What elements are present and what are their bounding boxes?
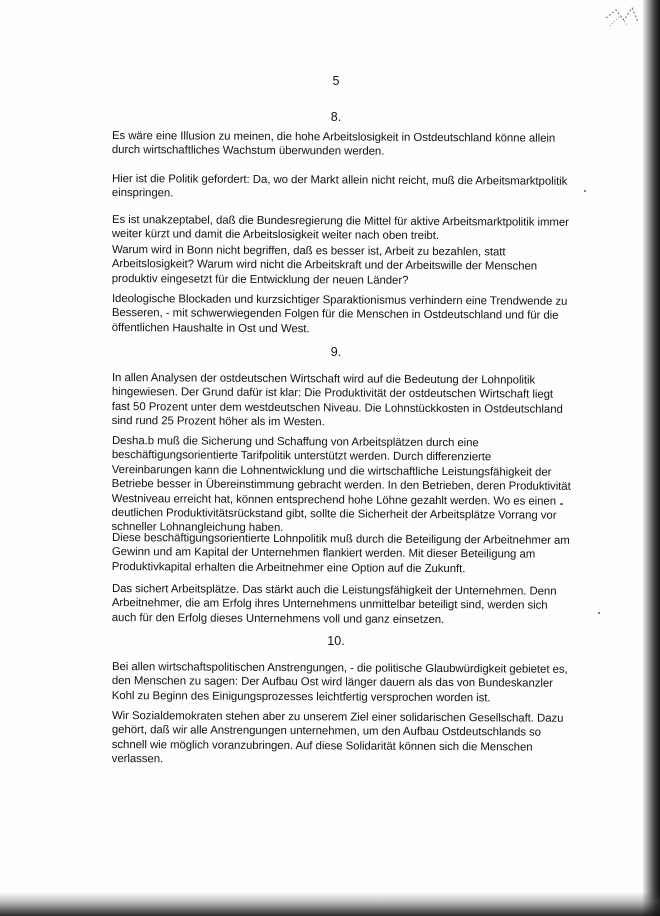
paragraph: Es ist unakzeptabel, daß die Bundesregierung die Mittel für aktive Arbeitsmarktpolitik immer weiter kürzt und damit die Arbeitslosigkeit weiter nach oben treibt. bbox=[111, 213, 569, 243]
paragraph: Hier ist die Politik gefordert: Da, wo der Markt allein nicht reicht, muß die Arbeitsmarktpolitik einspringen. bbox=[111, 172, 568, 200]
paragraph: Wir Sozialdemokraten stehen aber zu unserem Ziel einer solidarischen Gesellschaft. Dazu gehört, daß wir alle Anstrengungen unternehmen, um den Aufbau Ostdeutschlands so schnell wie möglich voranzubringen. Auf diese Solidarität können sich die Menschen verlassen. bbox=[111, 710, 564, 766]
page-number: 5 bbox=[332, 74, 340, 88]
scan-edge-shadow-right bbox=[642, 0, 660, 916]
scan-corner-mark bbox=[602, 4, 642, 30]
paragraph: Das sichert Arbeitsplätze. Das stärkt auch die Leistungsfähigkeit der Unternehmen. Denn Arbeitnehmer, die am Erfolg ihres Unternehmens unmittelbar beteiligt sind, werden sich auch für den Erfolg dieses Unternehmens voll und ganz einsetzen. bbox=[111, 583, 557, 626]
paragraph: Ideologische Blockaden und kurzsichtiger Sparaktionismus verhindern eine Trendwende zu Besseren, - mit schwerwiegenden Folgen für die Menschen in Ostdeutschland und für die öffentlichen Haushalte in Ost und West. bbox=[111, 292, 568, 336]
scan-speck bbox=[584, 190, 586, 192]
section-number-8: 8. bbox=[330, 110, 342, 124]
section-number-10: 10. bbox=[327, 634, 345, 648]
scan-speck bbox=[560, 503, 563, 505]
scan-speck bbox=[598, 612, 600, 614]
paragraph: In allen Analysen der ostdeutschen Wirtschaft wird auf die Bedeutung der Lohnpolitik hingewiesen. Der Grund dafür ist klar: Die Produktivität der ostdeutschen Wirtschaft liegt fast 50 Prozent unter dem westdeutschen Niveau. Die Lohnstückkosten in Ostdeutschland sind rund 25 Prozent höher als im Westen. bbox=[111, 371, 563, 429]
scan-edge-shadow-bottom bbox=[0, 892, 660, 916]
paragraph: Desha.b muß die Sicherung und Schaffung von Arbeitsplätzen durch eine beschäftigungsorientierte Tarifpolitik unterstützt werden. Durch differenzierte Vereinbarungen kann die Lohnentwicklung und die wirtschaftliche Leistungsfähigkeit der Betriebe besser in Übereinstimmung gebracht werden. In den Betrieben, deren Produktivität Westniveau erreicht hat, können entsprechend hohe Löhne gezahlt werden. Wo es einen deutlichen Produktivitätsrückstand gibt, sollte die Sicherheit der Arbeitsplätze Vorrang vor schneller Lohnangleichung haben. bbox=[111, 434, 571, 535]
paragraph: Es wäre eine Illusion zu meinen, die hohe Arbeitslosigkeit in Ostdeutschland könne allein durch wirtschaftliches Wachstum überwunden werden. bbox=[111, 129, 556, 159]
section-number-9: 9. bbox=[330, 345, 342, 359]
paragraph: Warum wird in Bonn nicht begriffen, daß es besser ist, Arbeit zu bezahlen, statt Arbeitslosigkeit? Warum wird nicht die Arbeitskraft und der Arbeitswille der Menschen produktiv eingesetzt für die Entwicklung der neuen Länder? bbox=[111, 243, 538, 287]
paragraph: Diese beschäftigungsorientierte Lohnpolitik muß durch die Beteiligung der Arbeitnehmer am Gewinn und am Kapital der Unternehmen flankiert werden. Mit dieser Beteiligung am Produktivkapital erhalten die Arbeitnehmer eine Option auf die Zukunft. bbox=[111, 532, 570, 575]
paragraph: Bei allen wirtschaftspolitischen Anstrengungen, - die politische Glaubwürdigkeit gebietet es, den Menschen zu sagen: Der Aufbau Ost wird länger dauern als das von Bundeskanzler Kohl zu Beginn des Einigungsprozesses leichtfertig versprochen worden ist. bbox=[111, 661, 568, 705]
